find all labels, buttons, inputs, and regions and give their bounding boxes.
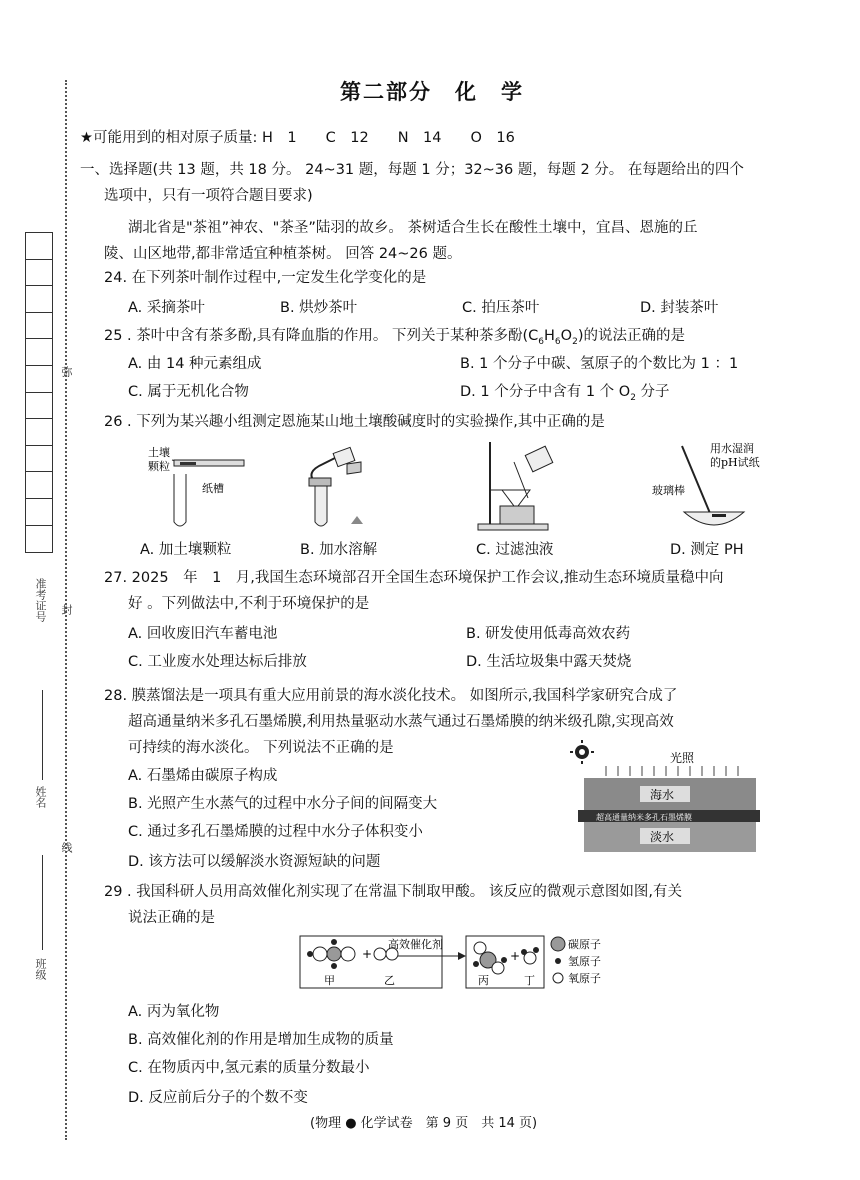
q24-option-a[interactable]: A. 采摘茶叶 [128,300,205,316]
seal-char-feng: 封 [60,604,73,615]
q24-stem: 24. 在下列茶叶制作过程中,一定发生化学变化的是 [104,270,427,286]
svg-text:氢原子: 氢原子 [568,955,601,968]
q27-option-d[interactable]: D. 生活垃圾集中露天焚烧 [466,654,632,670]
name-label: 姓名 [34,786,47,808]
q26-option-a[interactable]: A. 加土壤颗粒 [140,542,232,558]
page-footer: (物理 ● 化学试卷 第 9 页 共 14 页) [310,1116,538,1131]
svg-text:海水: 海水 [650,788,675,802]
figure-membrane-distillation [570,740,760,858]
q27-stem-2: 好 。下列做法中,不利于环境保护的是 [128,596,370,612]
seal-char-mi: 弥 [60,366,73,377]
svg-text:甲: 甲 [324,974,335,987]
intro-text-1: 湖北省是"茶祖”神农、"茶圣”陆羽的故乡。 茶树适合生长在酸性土壤中，宜昌、恩施的丘 [128,220,698,236]
figure-measure-ph [650,438,770,533]
figure-add-soil [140,442,250,532]
q25-option-c[interactable]: C. 属于无机化合物 [128,384,249,400]
q29-option-b[interactable]: B. 高效催化剂的作用是增加生成物的质量 [128,1032,394,1048]
svg-text:+: + [510,949,521,963]
q27-option-c[interactable]: C. 工业废水处理达标后排放 [128,654,307,670]
q25-option-a[interactable]: A. 由 14 种元素组成 [128,356,262,372]
class-label: 班级 [34,958,47,980]
sun-icon [570,740,594,764]
q26-option-d[interactable]: D. 测定 PH [670,542,744,558]
svg-text:用水湿润: 用水湿润 [710,442,754,455]
svg-text:氧原子: 氧原子 [568,972,601,985]
exam-number-label: 准考证号 [34,578,47,622]
q29-stem-2: 说法正确的是 [128,910,215,926]
q27-option-a[interactable]: A. 回收废旧汽车蓄电池 [128,626,278,642]
svg-text:+: + [362,947,373,961]
svg-text:纸槽: 纸槽 [202,482,224,495]
q26-option-b[interactable]: B. 加水溶解 [300,542,378,558]
svg-text:碳原子: 碳原子 [568,938,601,951]
intro-text-2: 陵、山区地带,都非常适宜种植茶树。 回答 24~26 题。 [104,246,462,262]
q25-option-b[interactable]: B. 1 个分子中碳、氢原子的个数比为 1 ：1 [460,356,739,372]
figure-add-water [295,442,395,532]
q24-option-b[interactable]: B. 烘炒茶叶 [280,300,358,316]
figure-filter [470,438,580,533]
svg-text:高效催化剂: 高效催化剂 [388,938,443,951]
svg-text:光照: 光照 [670,751,695,765]
q26-stem: 26 . 下列为某兴趣小组测定恩施某山地土壤酸碱度时的实验操作,其中正确的是 [104,414,605,430]
q29-option-a[interactable]: A. 丙为氧化物 [128,1004,220,1020]
q29-option-d[interactable]: D. 反应前后分子的个数不变 [128,1090,308,1106]
svg-text:颗粒: 颗粒 [148,460,170,473]
q25-stem: 25 . 茶叶中含有茶多酚,具有降血脂的作用。 下列关于某种茶多酚$(C_6H_6O_2)$的说法正确的是 [104,328,685,347]
q24-option-c[interactable]: C. 拍压茶叶 [462,300,540,316]
svg-text:玻璃棒: 玻璃棒 [652,484,685,497]
q24-option-d[interactable]: D. 封装茶叶 [640,300,719,316]
q29-stem-1: 29 . 我国科研人员用高效催化剂实现了在常温下制取甲酸。 该反应的微观示意图如图,有关 [104,884,682,900]
q25-option-d[interactable]: D. 1 个分子中含有 1 个 $O_2$ 分子 [460,384,670,403]
svg-text:的pH试纸: 的pH试纸 [710,456,760,469]
svg-text:乙: 乙 [384,974,395,987]
svg-text:淡水: 淡水 [650,830,675,844]
figure-reaction-micro [298,934,628,994]
class-line[interactable] [42,855,43,950]
section-instructions-1: 一、选择题(共 13 题，共 18 分。 24~31 题，每题 1 分；32~36 题，每题 2 分。 在每题给出的四个 [80,162,744,178]
q28-option-a[interactable]: A. 石墨烯由碳原子构成 [128,768,278,784]
q26-option-c[interactable]: C. 过滤浊液 [476,542,554,558]
svg-text:土壤: 土壤 [148,446,170,459]
svg-text:超高通量纳米多孔石墨烯膜: 超高通量纳米多孔石墨烯膜 [596,813,692,822]
page-title: 第二部分 化 学 [340,80,524,104]
q29-option-c[interactable]: C. 在物质丙中,氢元素的质量分数最小 [128,1060,370,1076]
q28-option-d[interactable]: D. 该方法可以缓解淡水资源短缺的问题 [128,854,381,870]
seal-char-xian: 线 [60,842,73,853]
q28-option-c[interactable]: C. 通过多孔石墨烯膜的过程中水分子体积变小 [128,824,423,840]
atomic-masses: ★可能用到的相对原子质量: H 1 C 12 N 14 O 16 [80,130,515,146]
exam-number-grid[interactable] [25,232,53,553]
q27-option-b[interactable]: B. 研发使用低毒高效农药 [466,626,631,642]
q28-stem-1: 28. 膜蒸馏法是一项具有重大应用前景的海水淡化技术。 如图所示,我国科学家研究合成了 [104,688,678,704]
q28-stem-2: 超高通量纳米多孔石墨烯膜,利用热量驱动水蒸气通过石墨烯膜的纳米级孔隙,实现高效 [128,714,674,730]
svg-text:丙: 丙 [478,974,489,987]
name-line[interactable] [42,690,43,780]
section-instructions-2: 选项中，只有一项符合题目要求) [104,188,313,204]
q28-option-b[interactable]: B. 光照产生水蒸气的过程中水分子间的间隔变大 [128,796,438,812]
q28-stem-3: 可持续的海水淡化。 下列说法不正确的是 [128,740,394,756]
svg-text:丁: 丁 [524,974,535,987]
q27-stem-1: 27. 2025 年 1 月,我国生态环境部召开全国生态环境保护工作会议,推动生态环境质量稳中向 [104,570,724,586]
